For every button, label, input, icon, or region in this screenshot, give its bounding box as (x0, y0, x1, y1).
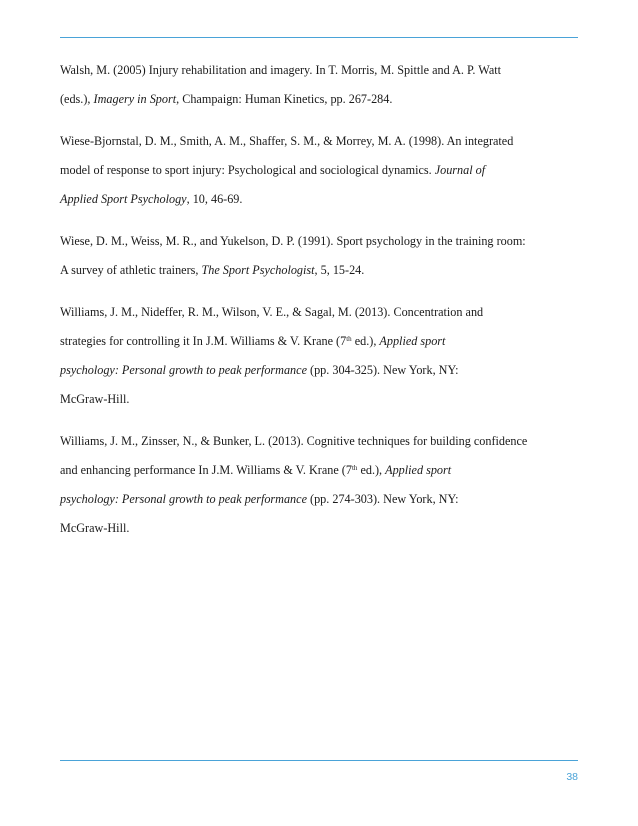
superscript-text: th (351, 464, 358, 472)
page-number: 38 (566, 771, 578, 783)
reference-entry (60, 127, 580, 214)
reference-text: and enhancing performance In J.M. Williams & V. Krane (7 (60, 463, 352, 477)
reference-line (60, 127, 580, 156)
reference-text: (pp. 274-303). New York, NY: (306, 492, 459, 506)
reference-line (60, 185, 580, 214)
reference-text: strategies for controlling it In J.M. Williams & V. Krane (7 (60, 334, 347, 348)
reference-line (60, 227, 580, 256)
italic-text: Applied Sport Psychology (60, 192, 187, 206)
reference-text: Wiese, D. M., Weiss, M. R., and Yukelson, D. P. (1991). Sport psychology in the training room: (60, 234, 526, 248)
reference-line (60, 156, 580, 185)
reference-text: A survey of athletic trainers, (60, 263, 202, 277)
italic-text: psychology: Personal growth to peak performance (60, 363, 307, 377)
reference-entry (60, 227, 580, 285)
reference-text: , 10, 46-69. (186, 192, 243, 206)
reference-text: (pp. 304-325). New York, NY: (306, 363, 459, 377)
reference-text: ed.), (351, 334, 380, 348)
reference-list (60, 56, 580, 556)
reference-text: model of response to sport injury: Psychological and sociological dynamics. (60, 163, 435, 177)
reference-text: Walsh, M. (2005) Injury rehabilitation and imagery. In T. Morris, M. Spittle and A. P. Watt (60, 63, 502, 77)
italic-text: Applied sport (379, 334, 446, 348)
reference-text: , Champaign: Human Kinetics, pp. 267-284. (176, 92, 393, 106)
reference-line (60, 56, 580, 85)
italic-text: Journal of (434, 163, 486, 177)
reference-text: (eds.), (60, 92, 94, 106)
reference-text: ed.), (357, 463, 386, 477)
reference-line (60, 385, 580, 414)
header-rule (60, 37, 578, 38)
reference-line (60, 456, 580, 485)
reference-entry (60, 427, 580, 543)
reference-line (60, 85, 580, 114)
italic-text: psychology: Personal growth to peak performance (60, 492, 307, 506)
reference-text: , 5, 15-24. (314, 263, 365, 277)
reference-line (60, 514, 580, 543)
reference-text: McGraw-Hill. (60, 392, 130, 406)
reference-text: Williams, J. M., Zinsser, N., & Bunker, L. (2013). Cognitive techniques for building confidence (60, 434, 528, 448)
reference-text: Williams, J. M., Nideffer, R. M., Wilson, V. E., & Sagal, M. (2013). Concentration and (60, 305, 484, 319)
italic-text: Imagery in Sport (93, 92, 177, 106)
reference-line (60, 256, 580, 285)
footer-rule (60, 760, 578, 761)
reference-text: Wiese-Bjornstal, D. M., Smith, A. M., Shaffer, S. M., & Morrey, M. A. (1998). An integrated (60, 134, 514, 148)
reference-line (60, 356, 580, 385)
reference-line (60, 298, 580, 327)
reference-entry (60, 56, 580, 114)
reference-entry (60, 298, 580, 414)
italic-text: Applied sport (385, 463, 452, 477)
reference-line (60, 485, 580, 514)
italic-text: The Sport Psychologist (201, 263, 315, 277)
reference-line (60, 427, 580, 456)
superscript-text: th (346, 335, 352, 343)
reference-line (60, 327, 580, 356)
reference-text: McGraw-Hill. (60, 521, 130, 535)
